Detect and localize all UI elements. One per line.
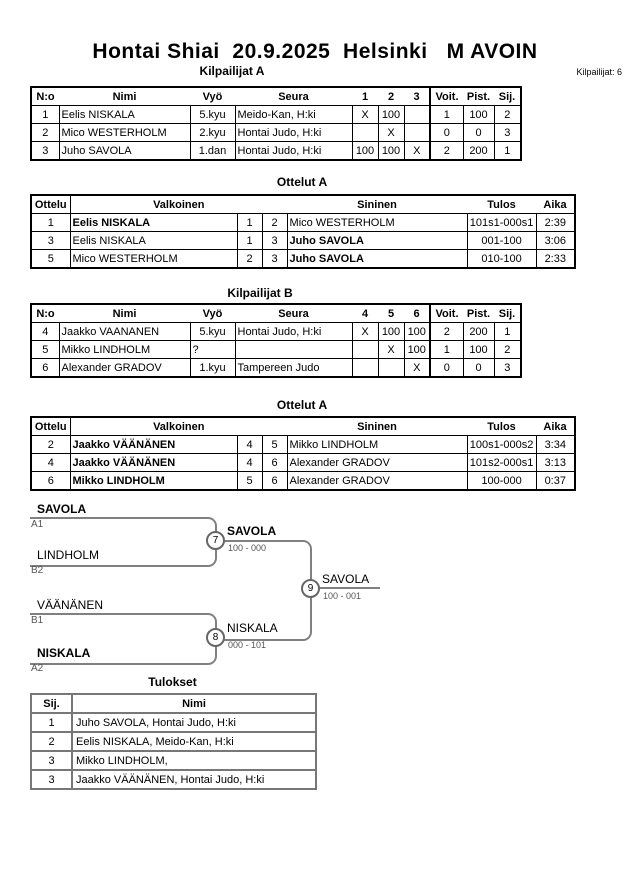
- bracket-entrant-name: NISKALA: [37, 646, 91, 660]
- cell-wins: 0: [430, 124, 463, 142]
- cell-score: 101s1-000s1: [467, 214, 536, 232]
- cell-points: 200: [463, 323, 494, 341]
- cell-wins: 2: [430, 142, 463, 161]
- cell-no: 1: [31, 106, 59, 124]
- cell-match: 6: [31, 472, 70, 491]
- table-row: [31, 713, 316, 732]
- table-row: [31, 770, 316, 789]
- cell-name: Juho SAVOLA: [59, 142, 190, 161]
- cell-belt: 1.kyu: [190, 359, 235, 378]
- cell-r3: 100: [404, 323, 430, 341]
- col-club: Seura: [235, 87, 352, 106]
- cell-r2: X: [378, 341, 404, 359]
- cell-wins: 2: [430, 323, 463, 341]
- bracket-winner-name: SAVOLA: [322, 572, 370, 586]
- cell-club: Tampereen Judo: [235, 359, 352, 378]
- col-no: N:o: [31, 304, 59, 323]
- cell-points: 200: [463, 142, 494, 161]
- cell-white: Eelis NISKALA: [70, 232, 237, 250]
- cell-white: Jaakko VÄÄNÄNEN: [70, 436, 237, 454]
- cell-white-no: 1: [237, 214, 262, 232]
- col-no: N:o: [31, 87, 59, 106]
- cell-r2: 100: [378, 323, 404, 341]
- col-wins: Voit.: [430, 304, 463, 323]
- cell-time: 3:34: [536, 436, 575, 454]
- cell-r3: 100: [404, 341, 430, 359]
- bracket-match-score: 100 - 001: [323, 591, 362, 601]
- cell-white-no: 4: [237, 454, 262, 472]
- matches-a-header-row: [31, 195, 575, 214]
- pool-b-title: Kilpailijat B: [227, 286, 293, 300]
- pool-a-table: [30, 86, 522, 161]
- cell-wins: 1: [430, 341, 463, 359]
- cell-name: Jaakko VÄÄNÄNEN, Hontai Judo, H:ki: [72, 770, 316, 789]
- cell-belt: 5.kyu: [190, 106, 235, 124]
- pool-b-table: [30, 303, 522, 378]
- cell-r3: X: [404, 142, 430, 161]
- col-r1: 4: [352, 304, 378, 323]
- cell-points: 0: [463, 359, 494, 378]
- cell-club: Meido-Kan, H:ki: [235, 106, 352, 124]
- cell-place: 3: [494, 124, 521, 142]
- cell-belt: 1.dan: [190, 142, 235, 161]
- table-row: [31, 472, 575, 491]
- table-row: [31, 142, 521, 161]
- col-wins: Voit.: [430, 87, 463, 106]
- pool-b-header-row: [31, 304, 521, 323]
- bracket-entrant-seed: A2: [31, 663, 44, 674]
- table-row: [31, 106, 521, 124]
- cell-white-no: 4: [237, 436, 262, 454]
- cell-white: Mico WESTERHOLM: [70, 250, 237, 269]
- cell-club: Hontai Judo, H:ki: [235, 323, 352, 341]
- col-name: Nimi: [59, 87, 190, 106]
- table-row: [31, 214, 575, 232]
- cell-points: 100: [463, 106, 494, 124]
- bracket-final-line: [310, 587, 380, 589]
- cell-white-no: 2: [237, 250, 262, 269]
- cell-points: 100: [463, 341, 494, 359]
- match-number-badge: 7: [206, 531, 225, 550]
- cell-r1: X: [352, 323, 378, 341]
- col-place: Sij.: [31, 694, 72, 713]
- bracket-match-score: 000 - 101: [228, 640, 267, 650]
- cell-name: Juho SAVOLA, Hontai Judo, H:ki: [72, 713, 316, 732]
- cell-place: 1: [31, 713, 72, 732]
- cell-belt: 2.kyu: [190, 124, 235, 142]
- table-row: [31, 436, 575, 454]
- cell-place: 2: [494, 341, 521, 359]
- cell-time: 3:06: [536, 232, 575, 250]
- cell-blue: Juho SAVOLA: [287, 232, 467, 250]
- bracket-winner-name: SAVOLA: [227, 524, 277, 538]
- cell-blue-no: 6: [262, 472, 287, 491]
- cell-no: 6: [31, 359, 59, 378]
- cell-name: Eelis NISKALA, Meido-Kan, H:ki: [72, 732, 316, 751]
- col-score: Tulos: [467, 417, 536, 436]
- cell-place: 1: [494, 142, 521, 161]
- cell-blue-no: 2: [262, 214, 287, 232]
- cell-r1: [352, 341, 378, 359]
- col-time: Aika: [536, 195, 575, 214]
- cell-name: Alexander GRADOV: [59, 359, 190, 378]
- col-belt: Vyö: [190, 304, 235, 323]
- matches-b-table: [30, 416, 576, 491]
- col-points: Pist.: [463, 304, 494, 323]
- cell-points: 0: [463, 124, 494, 142]
- col-time: Aika: [536, 417, 575, 436]
- cell-time: 3:13: [536, 454, 575, 472]
- cell-name: Eelis NISKALA: [59, 106, 190, 124]
- cell-r2: [378, 359, 404, 378]
- bracket-entrant-name: SAVOLA: [37, 502, 87, 516]
- cell-place: 3: [31, 770, 72, 789]
- cell-white-no: 5: [237, 472, 262, 491]
- pool-a-header-row: [31, 87, 521, 106]
- table-row: [31, 124, 521, 142]
- cell-no: 5: [31, 341, 59, 359]
- cell-r2: 100: [378, 142, 404, 161]
- table-row: [31, 359, 521, 378]
- cell-score: 010-100: [467, 250, 536, 269]
- matches-b-title: Ottelut A: [276, 398, 328, 412]
- cell-time: 2:39: [536, 214, 575, 232]
- cell-blue: Mico WESTERHOLM: [287, 214, 467, 232]
- cell-time: 2:33: [536, 250, 575, 269]
- cell-match: 2: [31, 436, 70, 454]
- match-number-badge: 9: [301, 579, 320, 598]
- cell-blue: Alexander GRADOV: [287, 472, 467, 491]
- bracket-match-score: 100 - 000: [228, 543, 267, 553]
- col-points: Pist.: [463, 87, 494, 106]
- col-name: Nimi: [72, 694, 316, 713]
- matches-a-table: [30, 194, 576, 269]
- cell-r1: 100: [352, 142, 378, 161]
- cell-match: 5: [31, 250, 70, 269]
- col-club: Seura: [235, 304, 352, 323]
- cell-r1: X: [352, 106, 378, 124]
- table-row: [31, 751, 316, 770]
- results-table: [30, 693, 317, 790]
- table-row: [31, 454, 575, 472]
- page-title: Hontai Shiai 20.9.2025 Helsinki M AVOIN: [92, 40, 538, 63]
- matches-b-header-row: [31, 417, 575, 436]
- col-r2: 2: [378, 87, 404, 106]
- cell-name: Mico WESTERHOLM: [59, 124, 190, 142]
- cell-r3: X: [404, 359, 430, 378]
- cell-r1: [352, 359, 378, 378]
- cell-white: Jaakko VÄÄNÄNEN: [70, 454, 237, 472]
- cell-r2: 100: [378, 106, 404, 124]
- cell-score: 101s2-000s1: [467, 454, 536, 472]
- cell-blue: Mikko LINDHOLM: [287, 436, 467, 454]
- col-score: Tulos: [467, 195, 536, 214]
- col-place: Sij.: [494, 304, 521, 323]
- cell-name: Mikko LINDHOLM: [59, 341, 190, 359]
- cell-wins: 1: [430, 106, 463, 124]
- col-match: Ottelu: [31, 195, 70, 214]
- bracket-entrant-seed: A1: [31, 519, 44, 530]
- col-r3: 6: [404, 304, 430, 323]
- cell-place: 2: [494, 106, 521, 124]
- cell-place: 3: [494, 359, 521, 378]
- competitors-count: Kilpailijat: 6: [576, 67, 622, 77]
- table-row: [31, 323, 521, 341]
- table-row: [31, 341, 521, 359]
- cell-blue: Juho SAVOLA: [287, 250, 467, 269]
- col-white: Valkoinen: [70, 195, 287, 214]
- col-name: Nimi: [59, 304, 190, 323]
- match-number-badge: 8: [206, 628, 225, 647]
- col-belt: Vyö: [190, 87, 235, 106]
- cell-name: Jaakko VAANANEN: [59, 323, 190, 341]
- cell-match: 4: [31, 454, 70, 472]
- cell-score: 100-000: [467, 472, 536, 491]
- cell-belt: ?: [190, 341, 235, 359]
- col-r2: 5: [378, 304, 404, 323]
- col-r1: 1: [352, 87, 378, 106]
- cell-r1: [352, 124, 378, 142]
- table-row: [31, 250, 575, 269]
- cell-place: 1: [494, 323, 521, 341]
- bracket-entrant-seed: B1: [31, 615, 44, 626]
- bracket-entrant-name: VÄÄNÄNEN: [37, 598, 104, 612]
- bracket-entrant-name: LINDHOLM: [37, 548, 100, 562]
- col-match: Ottelu: [31, 417, 70, 436]
- cell-blue-no: 6: [262, 454, 287, 472]
- cell-place: 2: [31, 732, 72, 751]
- cell-white: Mikko LINDHOLM: [70, 472, 237, 491]
- cell-club: Hontai Judo, H:ki: [235, 124, 352, 142]
- cell-match: 1: [31, 214, 70, 232]
- table-row: [31, 232, 575, 250]
- cell-r3: [404, 106, 430, 124]
- cell-blue-no: 3: [262, 232, 287, 250]
- col-blue: Sininen: [287, 417, 467, 436]
- col-r3: 3: [404, 87, 430, 106]
- cell-match: 3: [31, 232, 70, 250]
- cell-time: 0:37: [536, 472, 575, 491]
- results-title: Tulokset: [148, 675, 197, 689]
- cell-blue-no: 5: [262, 436, 287, 454]
- cell-blue: Alexander GRADOV: [287, 454, 467, 472]
- cell-no: 4: [31, 323, 59, 341]
- col-white: Valkoinen: [70, 417, 287, 436]
- cell-score: 100s1-000s2: [467, 436, 536, 454]
- cell-white: Eelis NISKALA: [70, 214, 237, 232]
- cell-no: 2: [31, 124, 59, 142]
- cell-r3: [404, 124, 430, 142]
- cell-club: [235, 341, 352, 359]
- cell-score: 001-100: [467, 232, 536, 250]
- cell-place: 3: [31, 751, 72, 770]
- cell-no: 3: [31, 142, 59, 161]
- bracket-entrant-seed: B2: [31, 565, 44, 576]
- col-place: Sij.: [494, 87, 521, 106]
- results-header-row: [31, 694, 316, 713]
- cell-belt: 5.kyu: [190, 323, 235, 341]
- matches-a-title: Ottelut A: [276, 175, 328, 189]
- cell-white-no: 1: [237, 232, 262, 250]
- pool-a-title: Kilpailijat A: [199, 64, 265, 78]
- bracket-winner-name: NISKALA: [227, 621, 278, 635]
- cell-wins: 0: [430, 359, 463, 378]
- table-row: [31, 732, 316, 751]
- cell-blue-no: 3: [262, 250, 287, 269]
- cell-club: Hontai Judo, H:ki: [235, 142, 352, 161]
- cell-name: Mikko LINDHOLM,: [72, 751, 316, 770]
- cell-r2: X: [378, 124, 404, 142]
- col-blue: Sininen: [287, 195, 467, 214]
